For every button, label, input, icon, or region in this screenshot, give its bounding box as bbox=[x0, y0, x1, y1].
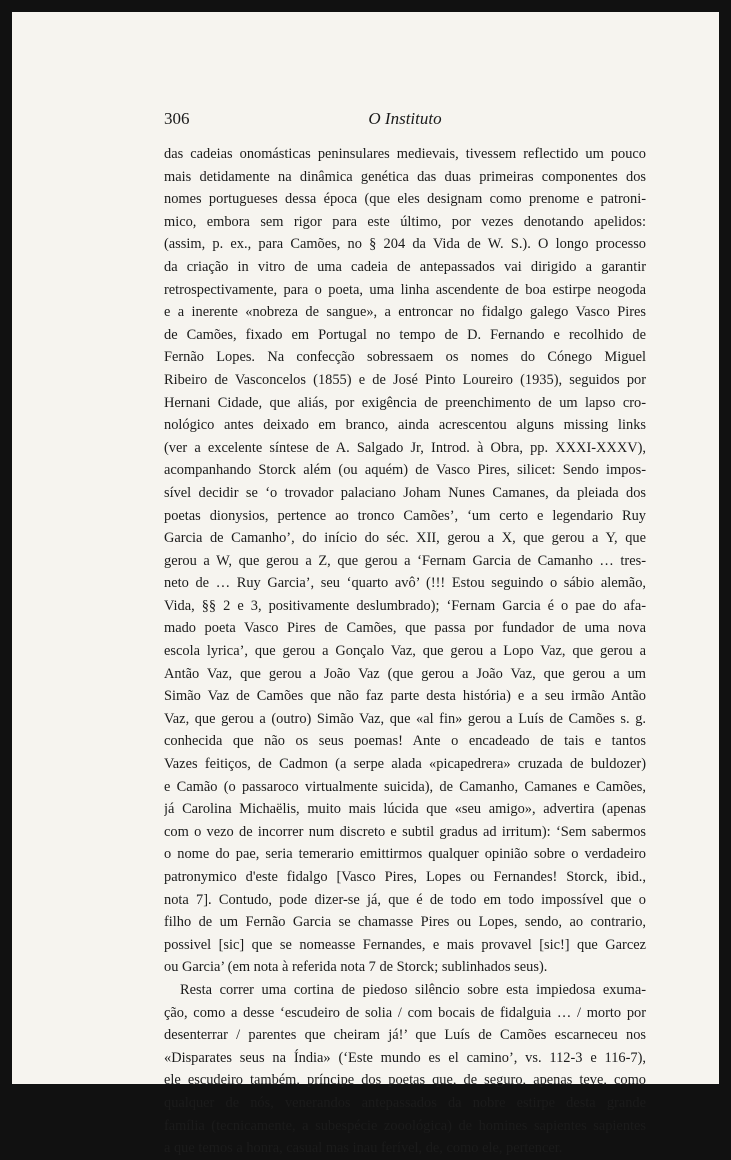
text-line: nológico antes deixado em branco, ainda acrescentou alguns missing links bbox=[164, 417, 646, 434]
text-line: mado poeta Vasco Pires de Camões, que passa por fundador de uma nova bbox=[164, 620, 646, 637]
paragraph bbox=[164, 143, 646, 979]
text-line: nomes portugueses dessa época (que eles designam como prenome e patroni- bbox=[164, 191, 646, 208]
text-line: gerou a W, que gerou a Z, que gerou a ‘Fernam Garcia de Camanho … tres- bbox=[164, 552, 646, 569]
text-line: Garcia de Camanho’, do início do séc. XII, gerou a X, que gerou a Y, que bbox=[164, 530, 646, 547]
text-line: acompanhando Storck além (ou aquém) de Vasco Pires, silicet: Sendo impos- bbox=[164, 462, 646, 479]
text-line: Ribeiro de Vasconcelos (1855) e de José Pinto Loureiro (1935), seguidos por bbox=[164, 371, 646, 388]
text-line: Fernão Lopes. Na confecção sobressaem os nomes do Cónego Miguel bbox=[164, 349, 646, 366]
text-line: (assim, p. ex., para Camões, no § 204 da Vida de W. S.). O longo processo bbox=[164, 236, 646, 253]
paragraph bbox=[164, 979, 646, 1160]
text-line: poetas dionysios, pertence ao tronco Camões’, ‘um certo e legendario Ruy bbox=[164, 507, 646, 524]
text-line: qualquer de nós, venerandos antepassados da nobre estirpe desta grande bbox=[164, 1094, 646, 1111]
text-line: e a inerente «nobreza de sangue», a entroncar no fidalgo galego Vasco Pires bbox=[164, 304, 646, 321]
body-text bbox=[164, 143, 646, 1160]
text-line: ou Garcia’ (em nota à referida nota 7 de Storck; sublinhados seus). bbox=[164, 959, 548, 976]
text-line: Vazes feitiços, de Cadmon (a serpe alada «picapedrera» cruzada de buldozer) bbox=[164, 756, 646, 773]
text-line: ção, como a desse ‘escudeiro de solia / com bocais de fidalguia … / morto por bbox=[164, 1004, 646, 1021]
page-header bbox=[164, 109, 646, 131]
text-line: escola lyrica’, que gerou a Gonçalo Vaz, que gerou a Lopo Vaz, que gerou a bbox=[164, 643, 646, 660]
text-line: filho de um Fernão Garcia se chamasse Pires ou Lopes, sendo, ao contrario, bbox=[164, 914, 646, 931]
text-line: conhecida que não os seus poemas! Ante o encadeado de tais e tantos bbox=[164, 733, 646, 750]
text-line: já Carolina Michaëlis, muito mais lúcida que «seu amigo», advertira (apenas bbox=[164, 801, 646, 818]
text-line: «Disparates seus na Índia» (‘Este mundo es el camino’, vs. 112-3 e 116-7), bbox=[164, 1049, 646, 1066]
text-line: com o vezo de incorrer num discreto e subtil gradus ad irritum): ‘Sem sabermos bbox=[164, 823, 646, 840]
text-line: nota 7]. Contudo, pode dizer-se já, que é de todo em todo impossível que o bbox=[164, 891, 646, 908]
text-line: e Camão (o passaroco virtualmente suicida), de Camanho, Camanes e Camões, bbox=[164, 778, 646, 795]
text-line: sível decidir se ‘o trovador palaciano Joham Nunes Camanes, da pleiada dos bbox=[164, 484, 646, 501]
text-line: mico, embora sem rigor para este último, por vezes denotando apelidos: bbox=[164, 213, 646, 230]
text-line: ele escudeiro também, príncipe dos poetas que, de seguro, apenas teve, como bbox=[164, 1072, 646, 1089]
text-line: a que temos a honra, casual mas inau ferível, de, como ele, pertencer. bbox=[164, 1140, 563, 1157]
text-line: Antão Vaz, que gerou a João Vaz (que gerou a João Vaz, que gerou a um bbox=[164, 665, 646, 682]
document-page bbox=[12, 12, 719, 1157]
text-line: mais detidamente na dinâmica genética das duas primeiras componentes dos bbox=[164, 168, 646, 185]
text-line: possivel [sic] que se nomeasse Fernandes, e mais provavel [sic!] que Garcez bbox=[164, 936, 646, 953]
text-line: família (tecnicamente, a subespécie zooológica) de homines sapientes sapientes bbox=[164, 1117, 646, 1134]
text-line: Resta correr uma cortina de piedoso silêncio sobre esta impiedosa exuma- bbox=[180, 981, 646, 998]
text-line: neto de … Ruy Garcia’, seu ‘quarto avô’ (!!! Estou seguindo o sábio alemão, bbox=[164, 575, 646, 592]
text-line: Hernani Cidade, que aliás, por exigência de preenchimento de um lapso cro- bbox=[164, 394, 646, 411]
running-title: O Instituto bbox=[368, 109, 442, 128]
text-line: de Camões, fixado em Portugal no tempo de D. Fernando e recolhido de bbox=[164, 326, 646, 343]
page-number: 306 bbox=[164, 109, 190, 128]
text-line: Simão Vaz de Camões que não faz parte desta história) e a seu irmão Antão bbox=[164, 688, 646, 705]
text-line: o nome do pae, seria temerario emittirmos qualquer opinião sobre o verdadeiro bbox=[164, 846, 646, 863]
text-line: (ver a excelente síntese de A. Salgado Jr, Introd. à Obra, pp. XXXI-XXXV), bbox=[164, 439, 646, 456]
text-line: Vaz, que gerou a (outro) Simão Vaz, que «al fin» gerou a Luís de Camões s. g. bbox=[164, 710, 646, 727]
text-line: desenterrar / parentes que cheiram já!’ que Luís de Camões escarneceu nos bbox=[164, 1027, 646, 1044]
text-line: das cadeias onomásticas peninsulares medievais, tivessem reflectido um pouco bbox=[164, 146, 646, 162]
text-line: Vida, §§ 2 e 3, positivamente deslumbrado); ‘Fernam Garcia é o pae do afa- bbox=[164, 597, 646, 614]
text-line: da criação in vitro de uma cadeia de antepassados vai dirigido a garantir bbox=[164, 258, 646, 275]
text-line: patronymico d'este fidalgo [Vasco Pires, Lopes ou Fernandes! Storck, ibid., bbox=[164, 869, 646, 885]
text-line: retrospectivamente, para o poeta, uma linha ascendente de boa estirpe neogoda bbox=[164, 281, 646, 298]
